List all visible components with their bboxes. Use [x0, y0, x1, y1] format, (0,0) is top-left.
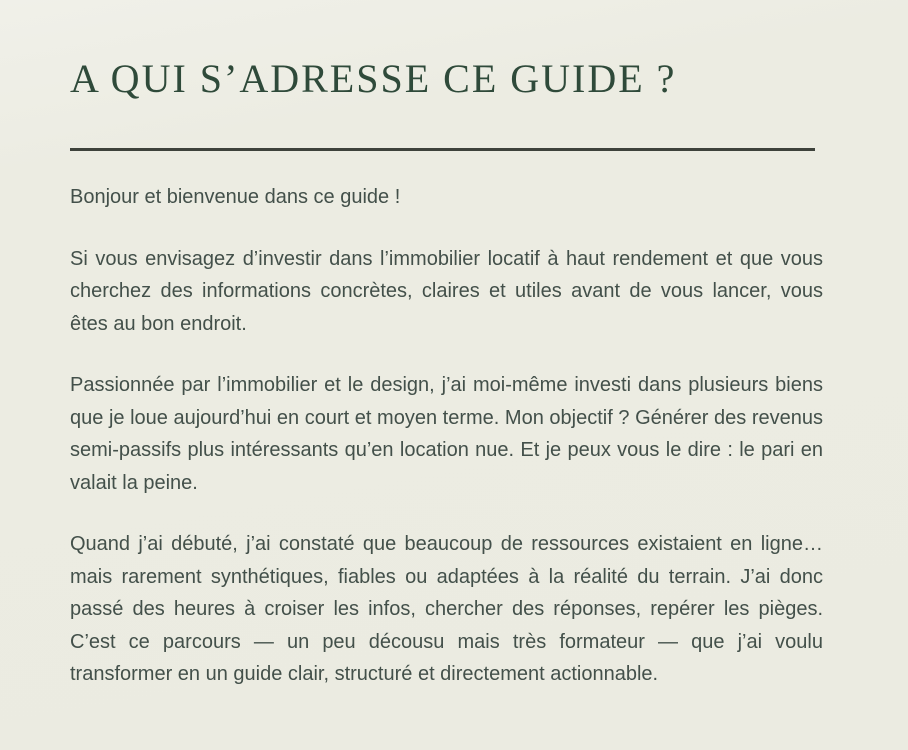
title-divider [70, 148, 815, 151]
page-title: A QUI S’ADRESSE CE GUIDE ? [70, 56, 677, 101]
paragraph-author-background: Passionnée par l’immobilier et le design, j’ai moi-même investi dans plusieurs biens que je loue aujourd’hui en court et moyen terme. Mon objectif ? Générer des revenus semi-passifs plus intéressants qu’en location nue. Et je peux vous le dire : le pari en valait la peine. [70, 374, 823, 494]
paragraph-guide-origin: Quand j’ai débuté, j’ai constaté que beaucoup de ressources existaient en ligne… mais rarement synthétiques, fiables ou adaptées à la réalité du terrain. J’ai donc passé des heures à croiser les infos, chercher des réponses, repérer les pièges. C’est ce parcours — un peu décousu mais très formateur — que j’ai voulu transformer en un guide clair, structuré et directement actionnable. [70, 533, 823, 685]
paragraph-audience: Si vous envisagez d’investir dans l’immobilier locatif à haut rendement et que vous cherchez des informations concrètes, claires et utiles avant de vous lancer, vous êtes au bon endroit. [70, 247, 823, 335]
paragraph-intro: Bonjour et bienvenue dans ce guide ! [70, 186, 401, 208]
body-content [70, 181, 823, 691]
